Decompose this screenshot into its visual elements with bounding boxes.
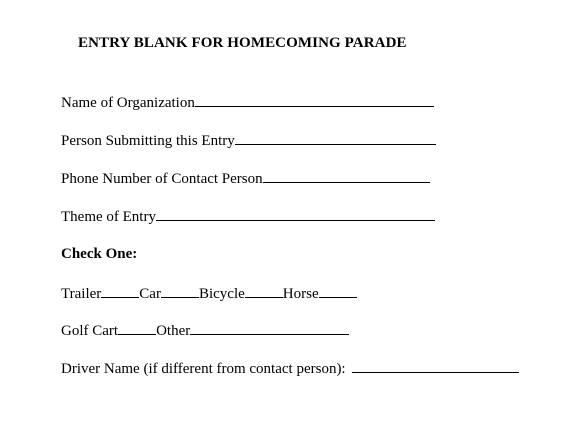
submitter-blank[interactable] [235, 131, 436, 145]
horse-label: Horse [282, 286, 319, 302]
trailer-blank[interactable] [101, 284, 139, 298]
theme-row [61, 207, 435, 226]
driver-label: Driver Name (if different from contact person): [61, 361, 346, 377]
theme-blank[interactable] [156, 207, 435, 221]
organization-label: Name of Organization [61, 95, 195, 111]
phone-row [61, 169, 430, 188]
car-label: Car [139, 286, 161, 302]
submitter-label: Person Submitting this Entry [61, 133, 235, 149]
car-blank[interactable] [161, 284, 199, 298]
golf-cart-label: Golf Cart [61, 323, 119, 339]
driver-blank[interactable] [352, 359, 519, 373]
submitter-row [61, 131, 436, 150]
golf-cart-row [61, 321, 349, 340]
other-label: Other [156, 323, 191, 339]
bicycle-blank[interactable] [245, 284, 283, 298]
phone-label: Phone Number of Contact Person [61, 171, 263, 187]
trailer-label: Trailer [61, 286, 102, 302]
horse-blank[interactable] [319, 284, 357, 298]
phone-blank[interactable] [263, 169, 430, 183]
vehicle-type-row [61, 284, 357, 303]
check-one-heading: Check One: [61, 246, 138, 262]
organization-blank[interactable] [195, 93, 434, 107]
form-title: ENTRY BLANK FOR HOMECOMING PARADE [78, 35, 407, 51]
driver-row [61, 359, 519, 378]
other-blank[interactable] [190, 321, 349, 335]
organization-row [61, 93, 434, 112]
bicycle-label: Bicycle [198, 286, 245, 302]
theme-label: Theme of Entry [61, 209, 156, 225]
golf-cart-blank[interactable] [118, 321, 156, 335]
